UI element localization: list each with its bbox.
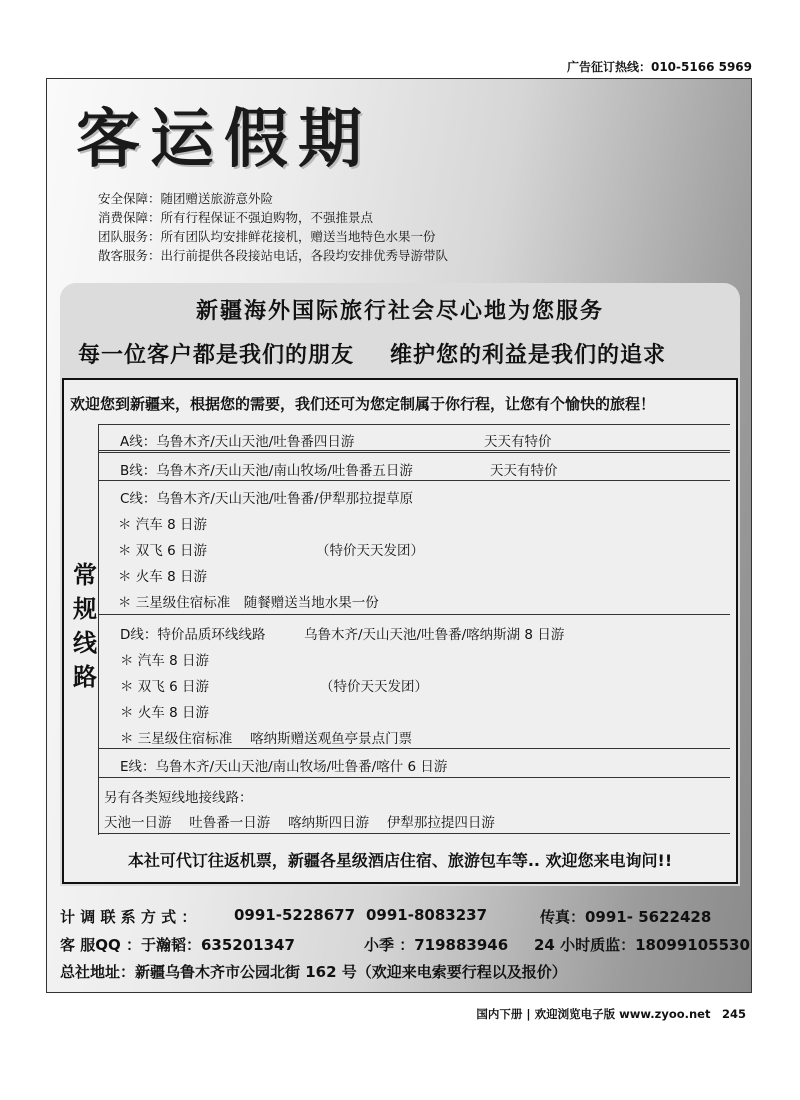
- short-routes-list: 天池一日游 吐鲁番一日游 喀纳斯四日游 伊犁那拉提四日游: [104, 815, 495, 831]
- route-e-line: E线：乌鲁木齐/天山天池/南山牧场/吐鲁番/喀什 6 日游: [120, 759, 448, 775]
- service-qq-2: 小季 ：719883946: [364, 936, 509, 954]
- route-d-route: 乌鲁木齐/天山天池/吐鲁番/喀纳斯湖 8 日游: [304, 627, 565, 643]
- contact-panel: [56, 901, 750, 987]
- route-c-line: C线：乌鲁木齐/天山天池/吐鲁番/伊犁那拉提草原: [120, 491, 414, 507]
- route-c-train: ＊ 火车 8 日游: [118, 569, 207, 585]
- plan-contact-label: 计 调 联 系 方 式 ：: [60, 908, 197, 926]
- route-c-hotel: ＊ 三星级住宿标准 随餐赠送当地水果一份: [118, 595, 379, 611]
- head-office-address: 总社地址：新疆乌鲁木齐市公园北街 162 号（欢迎来电索要行程以及报价）: [60, 963, 567, 981]
- short-routes-title: 另有各类短线地接线路：: [104, 790, 253, 806]
- route-c-fly-note: （特价天天发团）: [316, 543, 424, 559]
- route-d-row: [98, 614, 730, 748]
- plan-phone-2: 0991-8083237: [366, 906, 488, 924]
- route-c-fly: ＊ 双飞 6 日游: [118, 543, 207, 559]
- guarantee-individual: 散客服务：出行前提供各段接站电话，各段均安排优秀导游带队: [98, 248, 449, 263]
- route-c-row: [98, 480, 730, 614]
- route-b-row: [98, 452, 730, 480]
- welcome-text: 欢迎您到新疆来，根据您的需要，我们还可为您定制属于你行程，让您有个愉快的旅程！: [70, 395, 656, 413]
- route-a-row: [98, 424, 730, 451]
- quality-hotline: 24 小时质监：18099105530: [534, 936, 750, 954]
- route-d-train: ＊ 火车 8 日游: [120, 705, 209, 721]
- guarantee-list: [98, 189, 448, 265]
- route-d-hotel: ＊ 三星级住宿标准 喀纳斯赠送观鱼亭景点门票: [120, 731, 413, 747]
- service-qq: 客 服QQ ：于瀚韬：635201347: [60, 936, 295, 954]
- route-d-fly: ＊ 双飞 6 日游: [120, 679, 209, 695]
- short-routes-row: [98, 777, 730, 834]
- route-c-bus: ＊ 汽车 8 日游: [118, 517, 207, 533]
- route-d-bus: ＊ 汽车 8 日游: [120, 653, 209, 669]
- route-d-line: D线：特价品质环线线路: [120, 627, 266, 643]
- route-d-fly-note: （特价天天发团）: [320, 679, 428, 695]
- route-b-price: 天天有特价: [490, 463, 558, 479]
- slogan-main: 新疆海外国际旅行社会尽心地为您服务: [195, 299, 604, 324]
- ad-hotline: 广告征订热线：010-5166 5969: [566, 60, 752, 74]
- route-b-line: B线：乌鲁木齐/天山天池/南山牧场/吐鲁番五日游: [120, 463, 413, 479]
- route-a-price: 天天有特价: [484, 434, 552, 450]
- guarantee-safety: 安全保障：随团赠送旅游意外险: [98, 191, 274, 206]
- plan-phone-1: 0991-5228677: [234, 906, 356, 924]
- booking-note: 本社可代订往返机票，新疆各星级酒店住宿、旅游包车等.. 欢迎您来电询问!!: [127, 851, 673, 870]
- page-footer: 国内下册 | 欢迎浏览电子版 www.zyoo.net 245: [476, 1007, 746, 1021]
- brand-title: 客运假期: [76, 102, 372, 177]
- route-e-row: [98, 748, 730, 777]
- slogan-interest: 维护您的利益是我们的追求: [390, 343, 667, 368]
- slogan-sub: [78, 338, 666, 369]
- fax-number: 传真：0991- 5622428: [540, 908, 712, 926]
- route-a-line: A线：乌鲁木齐/天山天池/吐鲁番四日游: [120, 434, 355, 450]
- guarantee-consumer: 消费保障：所有行程保证不强迫购物，不强推景点: [98, 210, 374, 225]
- guarantee-team: 团队服务：所有团队均安排鲜花接机，赠送当地特色水果一份: [98, 229, 436, 244]
- regular-routes-label: 常规线路: [68, 425, 99, 835]
- slogan-friend: 每一位客户都是我们的朋友: [78, 343, 355, 368]
